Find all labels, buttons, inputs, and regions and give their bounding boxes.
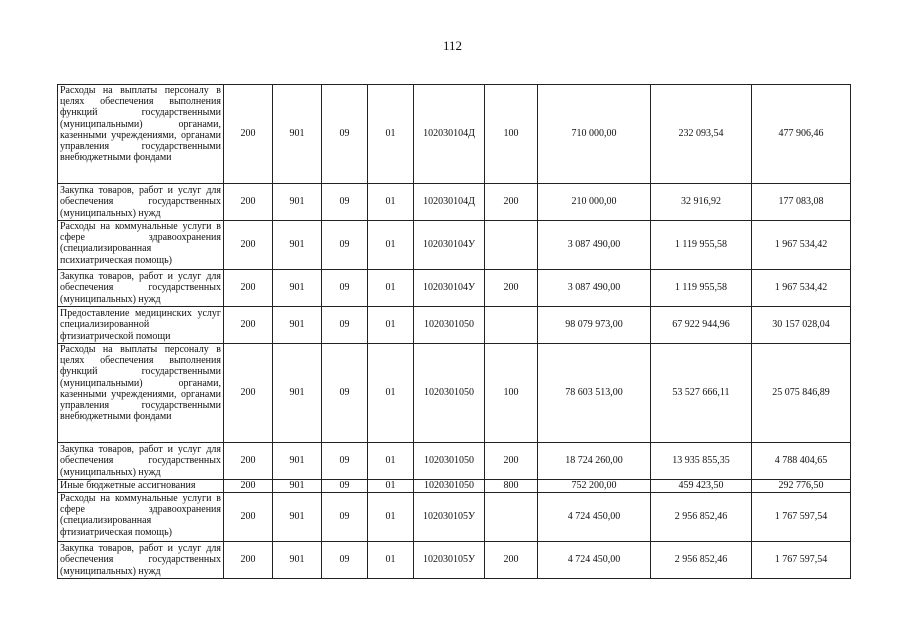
code-cell: 901 [273, 344, 322, 443]
amount-executed: 232 093,54 [651, 85, 752, 184]
code-cell: 09 [322, 85, 368, 184]
code-cell: 09 [322, 344, 368, 443]
target-code-cell: 102030105У [414, 542, 485, 579]
code-cell: 200 [224, 493, 273, 542]
code-cell: 01 [368, 493, 414, 542]
code-cell: 01 [368, 443, 414, 480]
target-code-cell: 1020301050 [414, 443, 485, 480]
code-cell: 01 [368, 221, 414, 270]
amount-remaining: 1 767 597,54 [752, 542, 851, 579]
table-row [58, 307, 851, 344]
expense-name: Закупка товаров, работ и услуг для обеспечения государственных (муниципальных) нужд [58, 542, 224, 579]
expense-type-cell: 200 [485, 542, 538, 579]
expense-type-cell: 200 [485, 184, 538, 221]
code-cell: 901 [273, 307, 322, 344]
expense-name: Иные бюджетные ассигнования [58, 480, 224, 493]
amount-planned: 752 200,00 [538, 480, 651, 493]
table-row [58, 480, 851, 493]
amount-planned: 3 087 490,00 [538, 270, 651, 307]
code-cell: 09 [322, 443, 368, 480]
code-cell: 901 [273, 480, 322, 493]
table-row [58, 344, 851, 443]
table-row [58, 184, 851, 221]
amount-planned: 710 000,00 [538, 85, 651, 184]
code-cell: 09 [322, 493, 368, 542]
amount-remaining: 30 157 028,04 [752, 307, 851, 344]
code-cell: 901 [273, 270, 322, 307]
code-cell: 200 [224, 307, 273, 344]
amount-remaining: 177 083,08 [752, 184, 851, 221]
code-cell: 09 [322, 307, 368, 344]
target-code-cell: 102030104У [414, 221, 485, 270]
expense-type-cell: 200 [485, 270, 538, 307]
amount-planned: 98 079 973,00 [538, 307, 651, 344]
code-cell: 200 [224, 221, 273, 270]
code-cell: 09 [322, 542, 368, 579]
code-cell: 200 [224, 270, 273, 307]
amount-planned: 4 724 450,00 [538, 542, 651, 579]
code-cell: 901 [273, 221, 322, 270]
amount-executed: 459 423,50 [651, 480, 752, 493]
amount-remaining: 1 967 534,42 [752, 221, 851, 270]
amount-planned: 18 724 260,00 [538, 443, 651, 480]
code-cell: 901 [273, 493, 322, 542]
expense-name: Предоставление медицинских услуг специализированной фтизиатрической помощи [58, 307, 224, 344]
amount-executed: 2 956 852,46 [651, 493, 752, 542]
code-cell: 200 [224, 443, 273, 480]
code-cell: 09 [322, 184, 368, 221]
table-row [58, 443, 851, 480]
amount-planned: 3 087 490,00 [538, 221, 651, 270]
amount-executed: 13 935 855,35 [651, 443, 752, 480]
target-code-cell: 102030104Д [414, 85, 485, 184]
table-row [58, 493, 851, 542]
code-cell: 901 [273, 443, 322, 480]
table-row [58, 270, 851, 307]
target-code-cell: 1020301050 [414, 307, 485, 344]
table-row [58, 542, 851, 579]
code-cell: 01 [368, 307, 414, 344]
code-cell: 200 [224, 542, 273, 579]
amount-remaining: 1 967 534,42 [752, 270, 851, 307]
code-cell: 200 [224, 344, 273, 443]
expense-type-cell [485, 493, 538, 542]
code-cell: 901 [273, 85, 322, 184]
code-cell: 901 [273, 542, 322, 579]
expense-type-cell: 200 [485, 443, 538, 480]
budget-table [57, 84, 851, 579]
target-code-cell: 102030104Д [414, 184, 485, 221]
amount-executed: 67 922 944,96 [651, 307, 752, 344]
amount-remaining: 1 767 597,54 [752, 493, 851, 542]
code-cell: 01 [368, 270, 414, 307]
expense-name: Расходы на выплаты персоналу в целях обеспечения выполнения функций государственными (муниципальными) органами, казенными учреждениями, органами управления государственными внебюджетными фондами [58, 344, 224, 443]
amount-executed: 2 956 852,46 [651, 542, 752, 579]
amount-remaining: 477 906,46 [752, 85, 851, 184]
expense-name: Закупка товаров, работ и услуг для обеспечения государственных (муниципальных) нужд [58, 270, 224, 307]
amount-remaining: 25 075 846,89 [752, 344, 851, 443]
amount-planned: 78 603 513,00 [538, 344, 651, 443]
amount-remaining: 4 788 404,65 [752, 443, 851, 480]
expense-type-cell [485, 221, 538, 270]
code-cell: 01 [368, 542, 414, 579]
expense-type-cell: 100 [485, 344, 538, 443]
code-cell: 200 [224, 184, 273, 221]
amount-planned: 4 724 450,00 [538, 493, 651, 542]
page-number: 112 [442, 38, 463, 53]
target-code-cell: 1020301050 [414, 344, 485, 443]
expense-name: Расходы на коммунальные услуги в сфере здравоохранения (специализированная психиатрическая помощь) [58, 221, 224, 270]
expense-type-cell: 100 [485, 85, 538, 184]
expense-type-cell [485, 307, 538, 344]
code-cell: 901 [273, 184, 322, 221]
table-row [58, 85, 851, 184]
target-code-cell: 1020301050 [414, 480, 485, 493]
amount-executed: 53 527 666,11 [651, 344, 752, 443]
code-cell: 200 [224, 480, 273, 493]
code-cell: 01 [368, 344, 414, 443]
expense-name: Закупка товаров, работ и услуг для обеспечения государственных (муниципальных) нужд [58, 443, 224, 480]
code-cell: 01 [368, 480, 414, 493]
code-cell: 09 [322, 480, 368, 493]
code-cell: 01 [368, 85, 414, 184]
expense-name: Закупка товаров, работ и услуг для обеспечения государственных (муниципальных) нужд [58, 184, 224, 221]
code-cell: 09 [322, 221, 368, 270]
code-cell: 01 [368, 184, 414, 221]
expense-name: Расходы на выплаты персоналу в целях обеспечения выполнения функций государственными (муниципальными) органами, казенными учреждениями, органами управления государственными внебюджетными фондами [58, 85, 224, 184]
target-code-cell: 102030105У [414, 493, 485, 542]
code-cell: 200 [224, 85, 273, 184]
target-code-cell: 102030104У [414, 270, 485, 307]
code-cell: 09 [322, 270, 368, 307]
table-row [58, 221, 851, 270]
amount-remaining: 292 776,50 [752, 480, 851, 493]
amount-planned: 210 000,00 [538, 184, 651, 221]
amount-executed: 1 119 955,58 [651, 221, 752, 270]
expense-type-cell: 800 [485, 480, 538, 493]
amount-executed: 1 119 955,58 [651, 270, 752, 307]
expense-name: Расходы на коммунальные услуги в сфере здравоохранения (специализированная фтизиатрическая помощь) [58, 493, 224, 542]
amount-executed: 32 916,92 [651, 184, 752, 221]
